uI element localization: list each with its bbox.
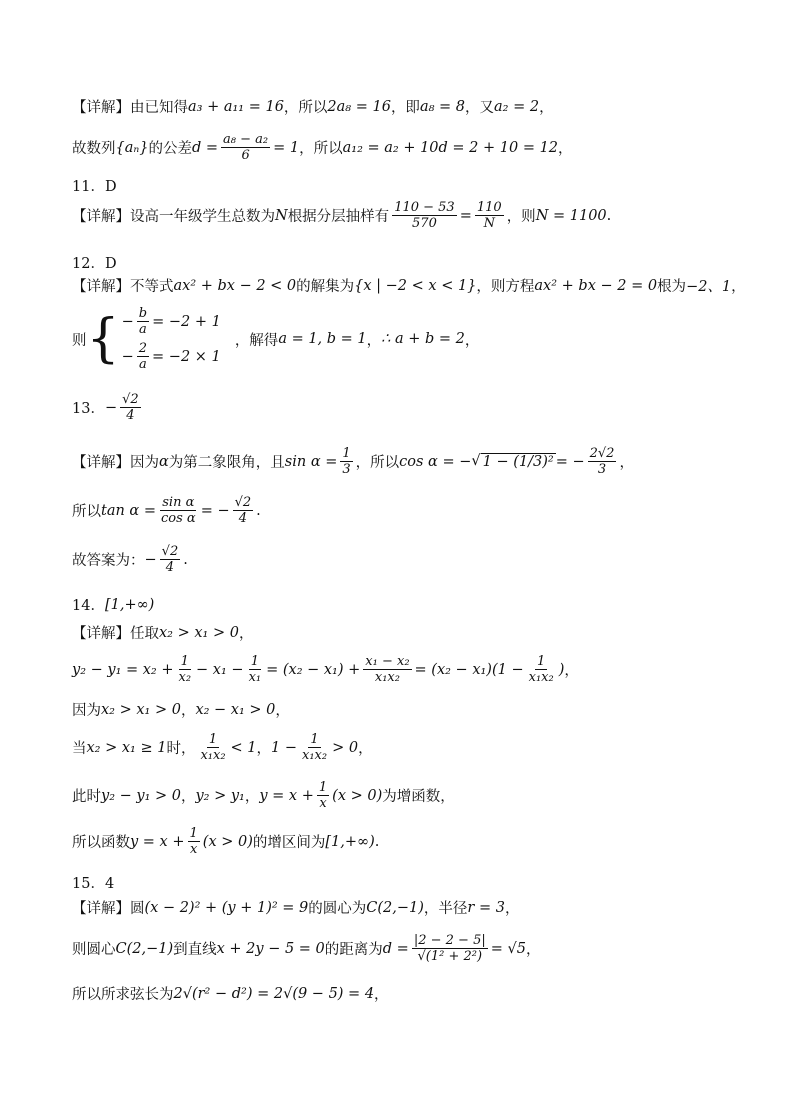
text: 的解集为: [296, 279, 355, 295]
answer-14: [72, 594, 154, 615]
math: (x − 2)² + (y + 1)² = 9: [144, 899, 309, 916]
solution-13-tan: [72, 495, 261, 526]
answer-number: 14．: [72, 598, 105, 614]
text: 故答案为：: [72, 553, 145, 569]
math: = −: [555, 453, 585, 470]
math: [1,+∞): [325, 833, 375, 850]
math: y₂ > y₁: [195, 787, 245, 804]
math: y = x +: [130, 833, 185, 850]
solution-13: [72, 446, 634, 477]
detail-label: 【详解】: [72, 626, 130, 642]
text: 设高一年级学生总数为: [130, 209, 275, 225]
text: 为第二象限角，且: [168, 455, 285, 471]
system-row-1: − $\frac{b}{a}$ = −2 + 1: [121, 306, 221, 337]
solution-12: [72, 275, 746, 296]
text: .: [256, 502, 261, 519]
text: ，: [374, 987, 389, 1003]
math: = −: [200, 502, 230, 519]
text: 的公差: [148, 141, 192, 157]
math: > 0: [332, 739, 359, 756]
text: 此时: [72, 789, 101, 805]
math: a₁₂ = a₂ + 10d = 2 + 10 = 12: [342, 139, 559, 156]
math: sin α =: [284, 453, 338, 470]
text: 不等式: [130, 279, 174, 295]
answer-number: 15．4: [72, 876, 115, 892]
text: 根为: [657, 279, 687, 295]
math: {x | −2 < x < 1}: [354, 277, 477, 294]
math: x₂ > x₁ ≥ 1: [86, 739, 167, 756]
text: ，: [180, 789, 196, 805]
detail-label: 【详解】: [72, 455, 130, 471]
text: ，: [256, 741, 272, 757]
math: C(2,−1): [115, 940, 174, 957]
fraction: $\frac{\text{a₈ − a₂}}{6}$: [223, 132, 269, 163]
math: 1 −: [271, 739, 298, 756]
math: x₂ > x₁ > 0: [159, 624, 239, 641]
fraction: $\frac{1}{x}$: [189, 826, 198, 857]
text: 由已知得: [130, 100, 188, 116]
math: a₂ = 2: [494, 98, 540, 115]
math: y = x +: [259, 787, 314, 804]
text: 当: [72, 741, 87, 757]
detail-label: 【详解】: [72, 100, 130, 116]
answer-13: 13． − $\frac{√2}{4}$: [72, 392, 139, 423]
answer-number: 12．D: [72, 256, 117, 272]
math: N: [275, 207, 288, 224]
text: ，又: [465, 100, 494, 116]
text: ，: [464, 332, 480, 349]
text: 所以: [72, 504, 101, 520]
text: ，则: [506, 209, 536, 225]
fraction: $\frac{1}{\text{x₁x₂}}$: [200, 732, 226, 763]
fraction: $\frac{\text{x₁ − x₂}}{\text{x₁x₂}}$: [365, 654, 410, 685]
text: ，所以: [299, 141, 343, 157]
math: tan α =: [101, 502, 156, 519]
answer-15: [72, 872, 114, 893]
math: C(2,−1): [366, 899, 424, 916]
text: .: [183, 551, 188, 568]
text: ，: [358, 741, 373, 757]
math: cos α = −: [399, 453, 472, 470]
text: 故数列: [72, 141, 116, 157]
text: ，: [244, 789, 260, 805]
math: = √5: [490, 940, 526, 957]
fraction: $\frac{2√2}{3}$: [589, 446, 615, 477]
math: α: [159, 453, 169, 470]
text: ，所以: [355, 455, 400, 471]
text: 所以所求弦长为: [72, 987, 174, 1003]
text: 因为: [72, 703, 101, 719]
solution-14-6: [72, 826, 379, 857]
math: −2、1: [686, 279, 732, 295]
fraction: $\frac{2}{a}$: [138, 341, 148, 372]
text: .: [606, 207, 612, 224]
text: ，: [275, 703, 290, 719]
text: 为增函数，: [382, 789, 455, 805]
detail-label: 【详解】: [72, 901, 130, 917]
fraction: $\frac{1}{\text{x₁x₂}}$: [302, 732, 328, 763]
text: 的增区间为: [252, 835, 326, 851]
detail-label: 【详解】: [72, 209, 130, 225]
square-root: √ 1 − (1/3)²: [471, 453, 554, 470]
math: (x > 0): [202, 833, 253, 850]
detail-label: 【详解】: [72, 279, 130, 295]
solution-line-2: [72, 132, 573, 163]
text: ，则方程: [476, 279, 535, 295]
text: .: [374, 833, 380, 850]
text: 的距离为: [324, 942, 383, 958]
math: < 1: [230, 739, 257, 756]
solution-14-1: [72, 622, 253, 643]
text: ，: [731, 279, 746, 295]
text: 根据分层抽样有: [287, 209, 390, 225]
text: ，: [539, 100, 554, 116]
text: 的圆心为: [308, 901, 367, 917]
math: x₂ > x₁ > 0: [101, 701, 181, 718]
solution-14-5: [72, 780, 455, 811]
solution-15-3: [72, 983, 389, 1004]
math: =: [459, 207, 472, 224]
text: 因为: [130, 455, 159, 471]
solution-line-1: [72, 96, 554, 117]
math: 2√(r² − d²) = 2√(9 − 5) = 4: [173, 985, 375, 1002]
text: ，: [180, 703, 196, 719]
math: r = 3: [467, 899, 505, 916]
text: 任取: [130, 626, 159, 642]
math: d =: [382, 940, 409, 957]
fraction: $\frac{√2}{4}$: [122, 392, 139, 423]
fraction: $\frac{|2 - 2 - 5|}{\text{√(1² + 2²)}}$: [413, 933, 486, 964]
text: 则圆心: [72, 942, 116, 958]
fraction: $\frac{1}{\text{x₁x₂}}$: [528, 654, 554, 685]
solution-11: [72, 200, 611, 231]
text: ，即: [390, 100, 420, 116]
solution-14-3: [72, 699, 290, 720]
answer-11: [72, 175, 117, 196]
text: 到直线: [173, 942, 217, 958]
text: ，半径: [423, 901, 468, 917]
text: ，: [366, 332, 382, 349]
math: [1,+∞): [104, 596, 155, 613]
solution-15-1: [72, 897, 519, 918]
fraction: $\frac{√2}{4}$: [234, 495, 252, 526]
math: x + 2y − 5 = 0: [216, 940, 325, 957]
text: ，: [238, 626, 254, 642]
solution-13-answer: [72, 544, 188, 575]
solution-12-system: [72, 306, 479, 372]
math: ∴ a + b = 2: [381, 331, 465, 347]
text: 时，: [166, 741, 196, 757]
text: 所以函数: [72, 835, 130, 851]
system-row-2: − $\frac{2}{a}$ = −2 × 1: [121, 341, 221, 372]
fraction: $\frac{1}{\text{x₁}}$: [248, 654, 262, 685]
text: ，: [558, 141, 573, 157]
math: ax² + bx − 2 = 0: [534, 277, 658, 294]
math: y₂ − y₁ > 0: [101, 787, 181, 804]
math: ax² + bx − 2 < 0: [173, 277, 297, 294]
left-brace: {: [86, 309, 120, 369]
text: ，所以: [283, 100, 328, 116]
fraction: $\frac{1}{x}$: [318, 780, 328, 811]
math: d =: [191, 139, 219, 156]
text: 则: [72, 332, 87, 349]
math: = 1: [273, 139, 300, 156]
solution-15-2: [72, 933, 540, 964]
math: −: [144, 551, 157, 568]
text: 圆: [130, 901, 145, 917]
math: a₈ = 8: [419, 98, 465, 115]
math: a = 1, b = 1: [278, 331, 367, 347]
solution-14-2: y₂ − y₁ = x₂ + $\frac{1}{\text{x₂}}$ − x₁ − $\frac{1}{\text{x₁}}$ = (x₂ − x₁) + $\frac{\text{x₁ − x₂}}{\text{x₁x₂}}$ = (x₂ − x₁)(1 − $\frac{1}{\text{x₁x₂}}$ ) ，: [72, 654, 579, 685]
fraction: $\frac{110}{N}$: [476, 200, 502, 231]
fraction: $\frac{1}{\text{x₂}}$: [178, 654, 192, 685]
answer-number: 11．D: [72, 179, 117, 195]
equation-system: [122, 306, 221, 372]
fraction: $\frac{b}{a}$: [138, 306, 148, 337]
fraction: $\frac{110 - 53}{570}$: [394, 200, 455, 231]
fraction: $\frac{1}{3}$: [342, 446, 351, 477]
text: ，: [504, 901, 520, 917]
text: ，: [619, 455, 634, 471]
math: 2a₈ = 16: [327, 98, 391, 115]
fraction: $\frac{√2}{4}$: [161, 544, 179, 575]
text: ，: [525, 942, 541, 958]
math: x₂ − x₁ > 0: [195, 701, 276, 718]
fraction: $\frac{\text{sin α}}{\text{cos α}}$: [160, 495, 196, 526]
answer-number: 13．: [72, 401, 105, 417]
solution-14-4: [72, 732, 373, 763]
math: (x > 0): [332, 787, 383, 804]
math: N = 1100: [535, 207, 607, 224]
answer-12: [72, 252, 117, 273]
math: {aₙ}: [115, 139, 149, 156]
math: a₃ + a₁₁ = 16: [188, 98, 284, 115]
text: ，解得: [234, 332, 279, 349]
